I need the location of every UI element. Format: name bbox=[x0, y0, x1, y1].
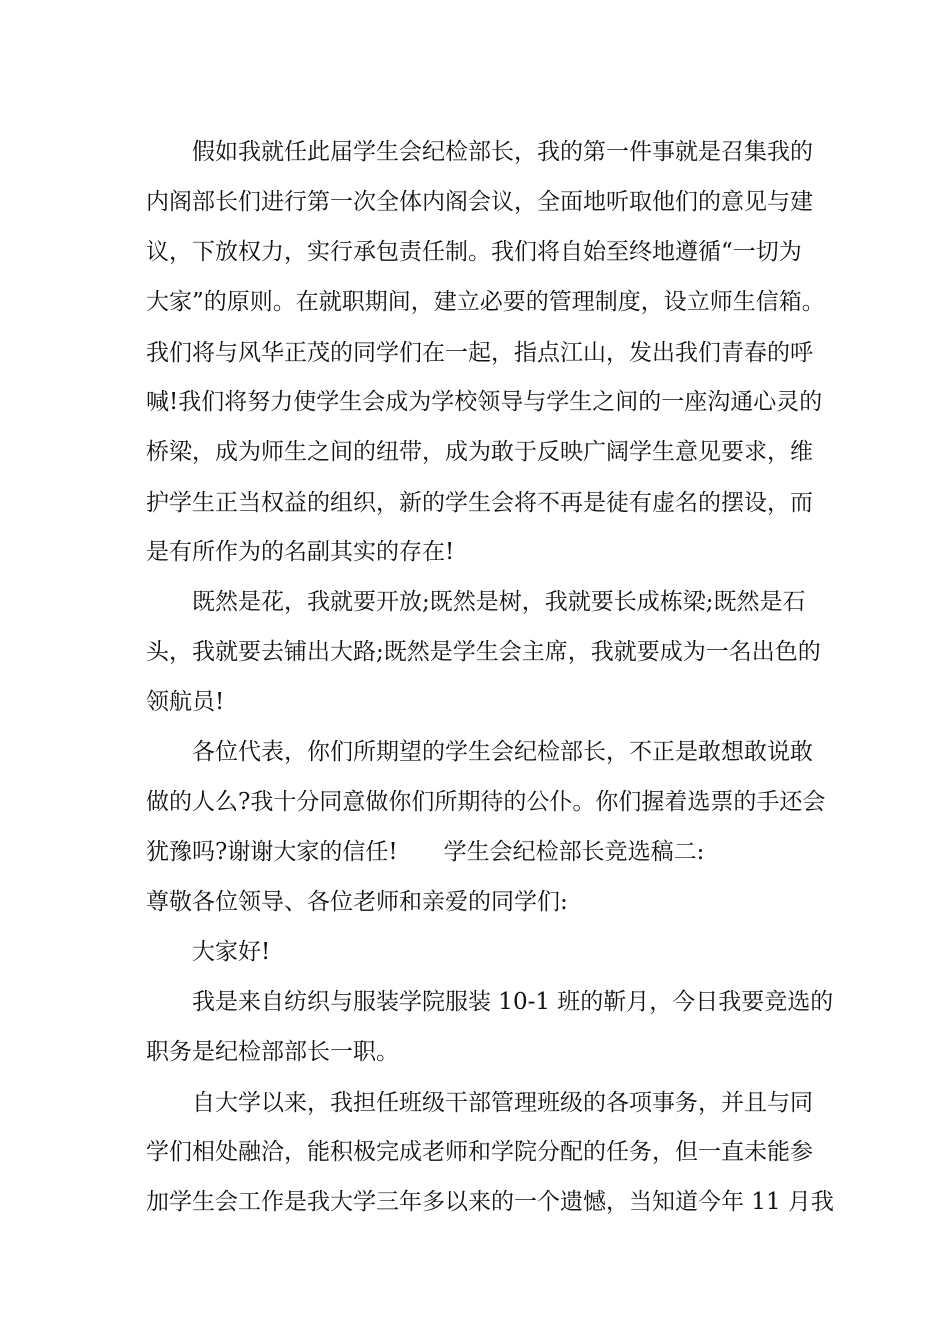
text-line: 做的人么?我十分同意做你们所期待的公仆。你们握着选票的手还会 bbox=[146, 789, 826, 815]
text-line: 犹豫吗?谢谢大家的信任! 学生会纪检部长竞选稿二: bbox=[146, 839, 705, 865]
text-line: 内阁部长们进行第一次全体内阁会议，全面地听取他们的意见与建 bbox=[146, 189, 813, 215]
text-line: 是有所作为的名副其实的存在! bbox=[146, 539, 455, 565]
text-line: 我们将与风华正茂的同学们在一起，指点江山，发出我们青春的呼 bbox=[146, 340, 813, 366]
text-line: 桥梁，成为师生之间的纽带，成为敢于反映广阔学生意见要求，维 bbox=[146, 439, 813, 465]
text-line: 领航员! bbox=[146, 689, 225, 715]
text-line: 我是来自纺织与服装学院服装 10-1 班的靳月，今日我要竞选的 bbox=[192, 989, 834, 1015]
text-line: 学们相处融洽，能积极完成老师和学院分配的任务，但一直未能参 bbox=[146, 1139, 813, 1165]
text-line: 大家”的原则。在就职期间，建立必要的管理制度，设立师生信箱。 bbox=[146, 289, 825, 315]
text-line: 护学生正当权益的组织，新的学生会将不再是徒有虚名的摆设，而 bbox=[146, 490, 813, 516]
text-line: 既然是花，我就要开放;既然是树，我就要长成栋梁;既然是石 bbox=[192, 589, 806, 615]
text-line: 尊敬各位领导、各位老师和亲爱的同学们: bbox=[146, 889, 568, 915]
text-line: 假如我就任此届学生会纪检部长，我的第一件事就是召集我的 bbox=[192, 139, 813, 165]
text-line: 职务是纪检部部长一职。 bbox=[146, 1039, 399, 1065]
text-line: 加学生会工作是我大学三年多以来的一个遗憾，当知道今年 11 月我 bbox=[146, 1189, 834, 1215]
text-line: 喊!我们将努力使学生会成为学校领导与学生之间的一座沟通心灵的 bbox=[146, 389, 823, 415]
text-line: 各位代表，你们所期望的学生会纪检部长，不正是敢想敢说敢 bbox=[192, 739, 813, 765]
text-line: 头，我就要去铺出大路;既然是学生会主席，我就要成为一名出色的 bbox=[146, 639, 821, 665]
text-line: 议，下放权力，实行承包责任制。我们将自始至终地遵循“一切为 bbox=[146, 239, 802, 265]
text-line: 自大学以来，我担任班级干部管理班级的各项事务，并且与同 bbox=[192, 1090, 813, 1116]
text-line: 大家好! bbox=[192, 939, 271, 965]
